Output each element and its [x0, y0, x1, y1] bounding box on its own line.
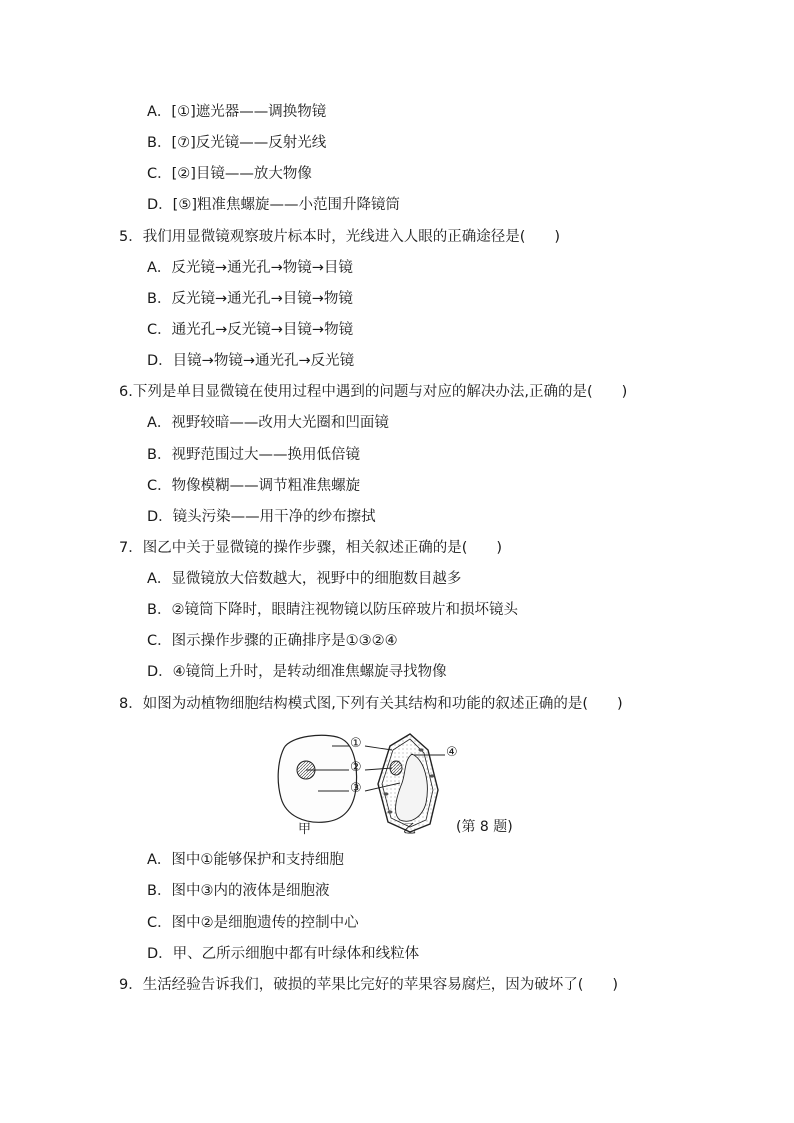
q7-option-a: A．显微镜放大倍数越大，视野中的细胞数目越多: [147, 571, 462, 587]
cell-b-label: 乙: [403, 822, 417, 837]
chloroplast: [388, 810, 393, 813]
chloroplast: [430, 774, 435, 777]
q5-option-b: B．反光镜→通光孔→目镜→物镜: [147, 291, 353, 307]
q7-option-b: B．②镜筒下降时，眼睛注视物镜以防压碎玻片和损坏镜头: [147, 602, 518, 618]
q5-stem: 5．我们用显微镜观察玻片标本时，光线进入人眼的正确途径是( ): [119, 229, 561, 245]
cell-structure-figure: [270, 728, 530, 838]
chloroplast: [384, 792, 389, 795]
q5-option-a: A．反光镜→通光孔→物镜→目镜: [147, 260, 353, 276]
chloroplast: [419, 748, 424, 751]
q8-stem: 8．如图为动植物细胞结构模式图,下列有关其结构和功能的叙述正确的是( ): [119, 696, 623, 712]
q6-option-a: A．视野较暗——改用大光圈和凹面镜: [147, 415, 389, 431]
label-4: ④: [446, 745, 458, 760]
q6-stem: 6.下列是单目显微镜在使用过程中遇到的问题与对应的解决办法,正确的是( ): [119, 384, 628, 400]
q4-option-b: B．[⑦]反光镜——反射光线: [147, 135, 327, 151]
q9-stem: 9．生活经验告诉我们，破损的苹果比完好的苹果容易腐烂，因为破坏了( ): [119, 977, 619, 993]
q5-option-c: C．通光孔→反光镜→目镜→物镜: [147, 322, 354, 338]
q8-option-a: A．图中①能够保护和支持细胞: [147, 852, 344, 868]
q4-option-a: A．[①]遮光器——调换物镜: [147, 104, 327, 120]
leader-line-1: [365, 746, 392, 750]
label-3: ③: [350, 781, 362, 796]
q8-option-c: C．图中②是细胞遗传的控制中心: [147, 915, 359, 931]
label-1: ①: [350, 736, 362, 751]
q7-option-d: D．④镜筒上升时，是转动细准焦螺旋寻找物像: [147, 664, 447, 680]
q6-option-c: C．物像模糊——调节粗准焦螺旋: [147, 478, 361, 494]
q7-option-c: C．图示操作步骤的正确排序是①③②④: [147, 633, 398, 649]
label-2: ②: [350, 760, 362, 775]
animal-cell-membrane: [278, 735, 356, 822]
q6-option-b: B．视野范围过大——换用低倍镜: [147, 447, 360, 463]
figure-caption: (第 8 题): [456, 819, 513, 835]
q4-option-c: C．[②]目镜——放大物像: [147, 166, 312, 182]
q6-option-d: D．镜头污染——用干净的纱布擦拭: [147, 509, 376, 525]
q5-option-d: D．目镜→物镜→通光孔→反光镜: [147, 353, 355, 369]
q8-option-d: D．甲、乙所示细胞中都有叶绿体和线粒体: [147, 946, 420, 962]
q7-stem: 7．图乙中关于显微镜的操作步骤，相关叙述正确的是( ): [119, 540, 503, 556]
cell-a-label: 甲: [298, 822, 312, 837]
q8-option-b: B．图中③内的液体是细胞液: [147, 883, 330, 899]
q4-option-d: D．[⑤]粗准焦螺旋——小范围升降镜筒: [147, 197, 400, 213]
